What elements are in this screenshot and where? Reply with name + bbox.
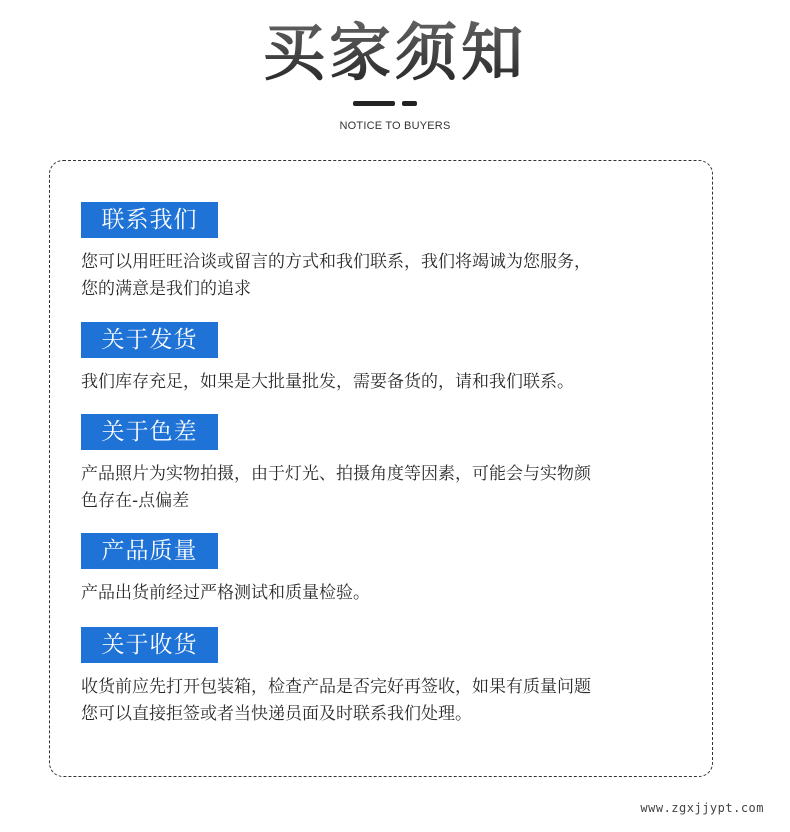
body-line: 色存在-点偏差 [81,491,190,511]
section-body [81,461,681,515]
header [0,0,790,150]
section-body [81,674,681,728]
notice-panel [49,160,713,777]
section-heading: 关于色差 [81,414,218,450]
page-title: 买家须知 [0,10,790,96]
body-line: 我们库存充足，如果是大批量批发，需要备货的，请和我们联系。 [81,372,574,392]
body-line: 产品出货前经过严格测试和质量检验。 [81,583,370,603]
section-body [81,580,681,607]
page-subtitle: NOTICE TO BUYERS [339,120,451,132]
body-line: 收货前应先打开包装箱，检查产品是否完好再签收，如果有质量问题 [81,677,591,697]
body-line: 产品照片为实物拍摄，由于灯光、拍摄角度等因素，可能会与实物颜 [81,464,591,484]
section-body [81,369,681,396]
section-heading: 联系我们 [81,202,218,238]
section-heading: 关于发货 [81,322,218,358]
body-line: 您的满意是我们的追求 [81,279,251,299]
watermark: www.zgxjjypt.com [640,801,764,815]
title-divider-short [402,101,417,106]
title-divider-long [353,101,395,106]
section-heading: 产品质量 [81,533,218,569]
section-heading: 关于收货 [81,627,218,663]
body-line: 您可以用旺旺洽谈或留言的方式和我们联系，我们将竭诚为您服务， [81,252,591,272]
section-body [81,249,681,303]
body-line: 您可以直接拒签或者当快递员面及时联系我们处理。 [81,704,472,724]
